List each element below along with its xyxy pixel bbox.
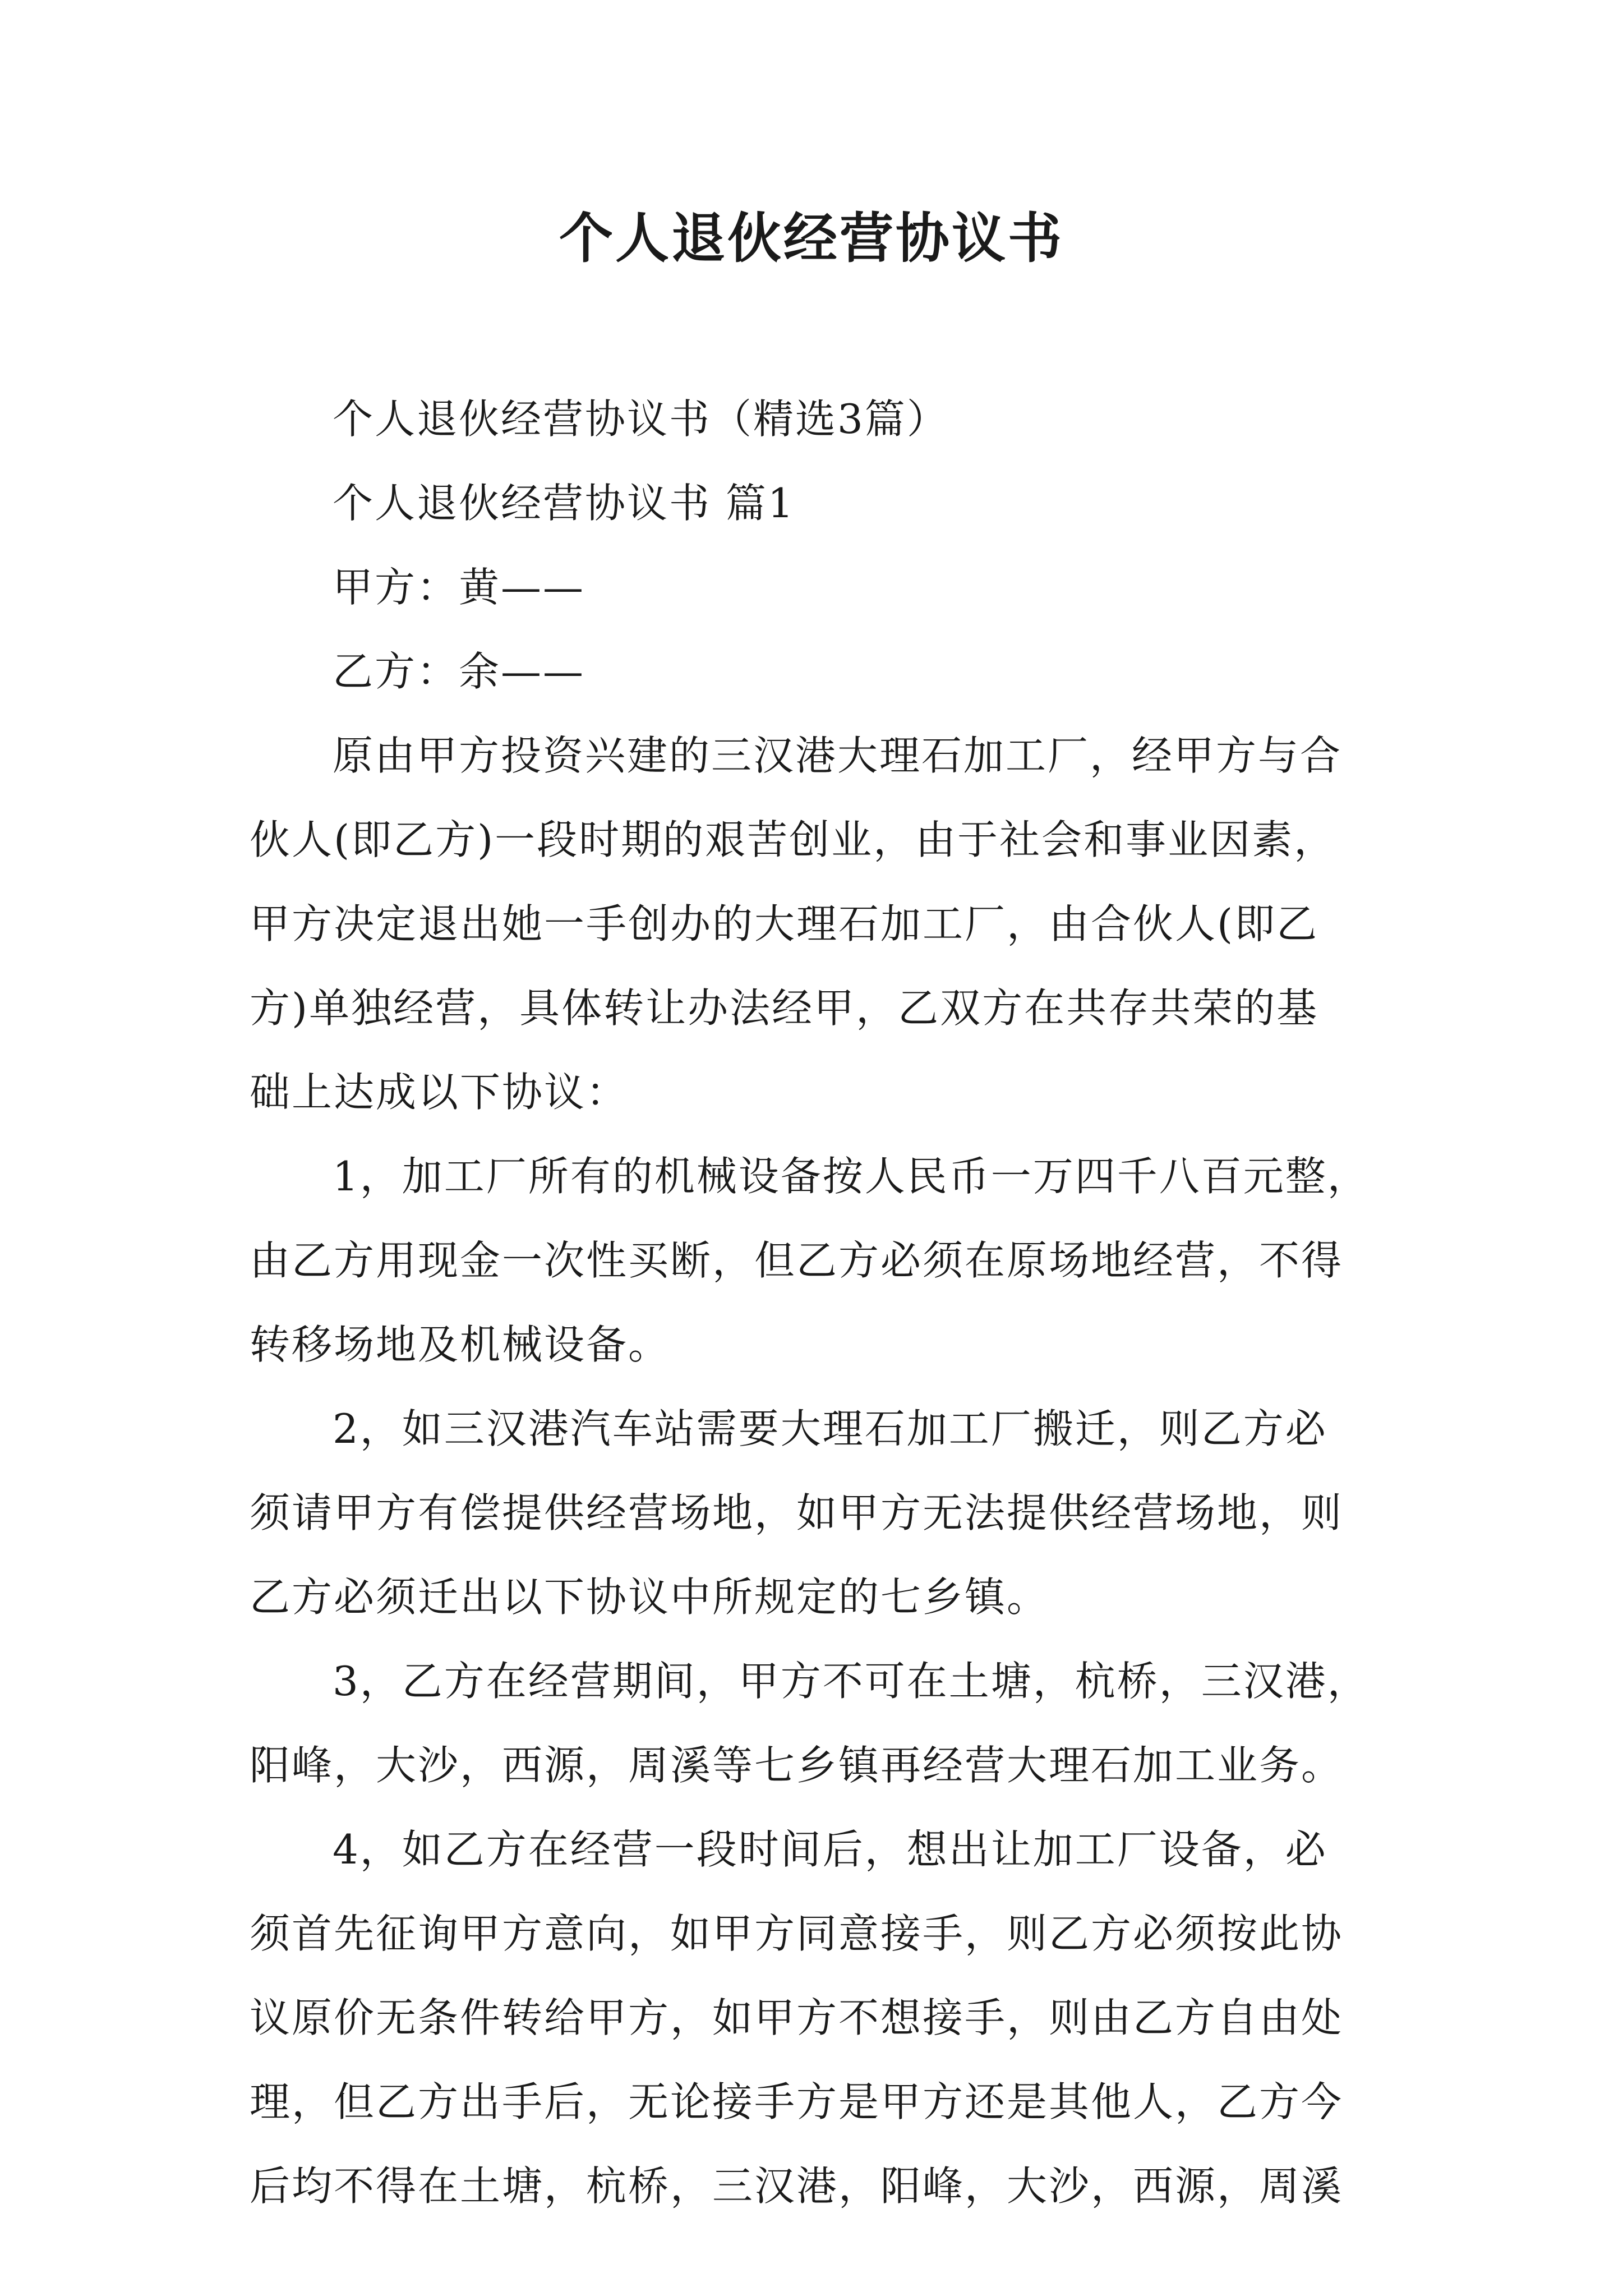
clause-line: 理，但乙方出手后，无论接手方是甲方还是其他人，乙方今	[250, 2078, 1344, 2125]
clause-line: 阳峰，大沙，西源，周溪等七乡镇再经营大理石加工业务。	[250, 1742, 1344, 1789]
clause-line: 4，如乙方在经营一段时间后，想出让加工厂设备，必	[333, 1826, 1327, 1873]
subtitle-line: 个人退伙经营协议书（精选3篇）	[333, 395, 949, 443]
party-a-line: 甲方：黄——	[333, 564, 585, 611]
paragraph-line: 甲方决定退出她一手创办的大理石加工厂，由合伙人(即乙	[250, 900, 1319, 947]
clause-line: 转移场地及机械设备。	[250, 1321, 671, 1368]
party-b-line: 乙方：余——	[333, 648, 585, 695]
clause-line: 议原价无条件转给甲方，如甲方不想接手，则由乙方自由处	[250, 1994, 1344, 2041]
clause-line: 1，加工厂所有的机械设备按人民币一万四千八百元整，	[333, 1153, 1370, 1200]
clause-line: 2，如三汉港汽车站需要大理石加工厂搬迁，则乙方必	[333, 1405, 1327, 1452]
paragraph-line: 础上达成以下协议：	[250, 1069, 629, 1116]
clause-line: 由乙方用现金一次性买断，但乙方必须在原场地经营，不得	[250, 1237, 1344, 1284]
clause-line: 后均不得在土塘，杭桥，三汉港，阳峰，大沙，西源，周溪	[250, 2162, 1344, 2210]
clause-line: 须请甲方有偿提供经营场地，如甲方无法提供经营场地，则	[250, 1489, 1344, 1536]
clause-line: 须首先征询甲方意向，如甲方同意接手，则乙方必须按此协	[250, 1910, 1344, 1957]
paragraph-line: 方)单独经营，具体转让办法经甲，乙双方在共存共荣的基	[250, 984, 1319, 1032]
section-heading: 个人退伙经营协议书 篇1	[333, 480, 795, 527]
document-body	[250, 377, 1377, 2228]
clause-line: 3，乙方在经营期间，甲方不可在土塘，杭桥，三汉港，	[333, 1658, 1370, 1705]
paragraph-line: 伙人(即乙方)一段时期的艰苦创业，由于社会和事业因素，	[250, 816, 1336, 863]
paragraph-line: 原由甲方投资兴建的三汉港大理石加工厂，经甲方与合	[333, 732, 1343, 779]
clause-line: 乙方必须迁出以下协议中所规定的七乡镇。	[250, 1573, 1049, 1621]
document-title: 个人退伙经营协议书	[559, 206, 1064, 270]
